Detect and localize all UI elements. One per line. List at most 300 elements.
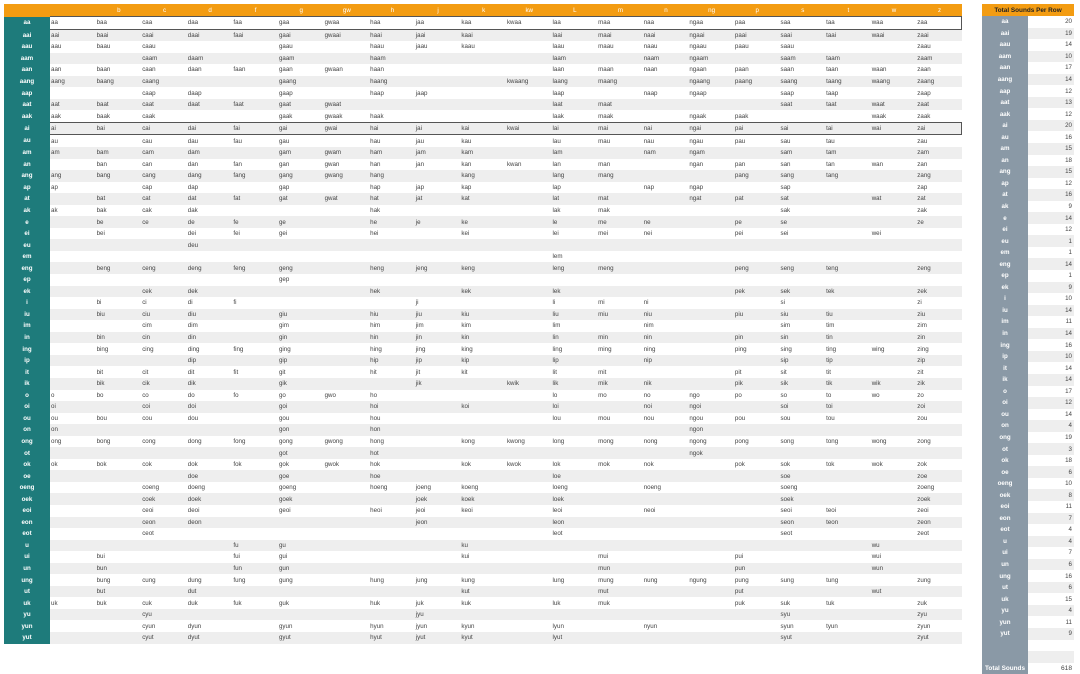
- initial-header-h: h: [369, 4, 415, 17]
- sound-cell: ngaam: [688, 53, 734, 65]
- totals-rime-label: eu: [982, 235, 1028, 247]
- sound-cell: [50, 216, 96, 228]
- sound-cell: [871, 182, 917, 194]
- totals-rime-label: ek: [982, 282, 1028, 294]
- sound-cell: bi: [96, 299, 102, 307]
- sound-cell: [871, 170, 917, 182]
- table-row: [4, 390, 962, 402]
- sound-cell: [232, 401, 278, 413]
- table-row: [4, 470, 962, 482]
- sound-cell: fok: [233, 461, 242, 469]
- sound-cell: gong: [278, 437, 293, 445]
- sound-cell: saan: [780, 66, 794, 74]
- table-row: [4, 378, 962, 390]
- sound-cell: pong: [734, 437, 749, 445]
- sound-cell: cuk: [142, 599, 152, 607]
- sound-cell: jaa: [415, 17, 461, 30]
- sound-cell: dat: [187, 193, 233, 205]
- sound-cell: [187, 424, 233, 436]
- sound-cell: [643, 251, 689, 263]
- sound-cell: [825, 470, 871, 482]
- sound-cell: [278, 286, 324, 298]
- sound-cell: ning: [643, 345, 656, 353]
- sound-cell: ngaang: [688, 76, 734, 88]
- sound-cell: [50, 632, 96, 644]
- sound-cell: [688, 459, 734, 471]
- table-row: [4, 135, 962, 147]
- sound-cell: [460, 390, 506, 402]
- sound-cell: fit: [233, 368, 239, 376]
- sound-cell: goe: [278, 470, 324, 482]
- sound-cell: sai: [780, 122, 826, 135]
- row-total-value: 19: [1065, 433, 1072, 441]
- table-row: [4, 147, 962, 159]
- sound-cell: [141, 470, 187, 482]
- sound-cell: [734, 182, 780, 194]
- totals-rime-label: ei: [982, 224, 1028, 236]
- sound-cell: [50, 262, 96, 274]
- sound-cell: huk: [370, 599, 381, 607]
- sound-cell: [232, 517, 278, 529]
- sound-cell: zaai: [916, 29, 962, 41]
- sound-cell: ngai: [688, 122, 734, 135]
- totals-row: [982, 270, 1074, 282]
- sound-cell: nam: [643, 147, 689, 159]
- initial-header-f: f: [232, 4, 278, 17]
- sound-cell: [50, 482, 96, 494]
- sound-cell: [825, 551, 871, 563]
- sound-cell: [141, 274, 187, 286]
- sound-cell: sek: [780, 286, 826, 298]
- totals-row: [982, 455, 1074, 467]
- sound-cell: deoi: [187, 507, 200, 515]
- sound-cell: [50, 239, 96, 251]
- sound-cell: [506, 540, 552, 552]
- sound-cell: [232, 470, 278, 482]
- sound-cell: [324, 470, 370, 482]
- rime-label: im: [4, 320, 50, 332]
- sound-cell: [460, 378, 506, 390]
- sound-cell: [597, 493, 643, 505]
- sound-cell: kwaa: [506, 17, 552, 30]
- sound-cell: laang: [552, 76, 598, 88]
- sound-cell: coek: [141, 493, 187, 505]
- sound-cell: daap: [187, 89, 202, 97]
- sound-cell: ngau: [689, 137, 704, 145]
- sound-cell: [871, 574, 917, 586]
- sound-cell: zeng: [916, 262, 962, 274]
- row-total-value: 1: [1028, 235, 1074, 247]
- sound-cell: waai: [871, 29, 917, 41]
- sound-cell: [688, 239, 734, 251]
- sound-cell: kong: [461, 437, 475, 445]
- sound-cell: bai: [96, 122, 142, 135]
- sound-cell: [825, 274, 871, 286]
- initial-header-none: [50, 4, 96, 17]
- sound-cell: gun: [278, 563, 324, 575]
- sound-cell: joek: [415, 493, 461, 505]
- totals-rime-label: at: [982, 189, 1028, 201]
- sound-cell: haam: [369, 53, 415, 65]
- sound-cell: loe: [552, 470, 598, 482]
- sound-cell: kwik: [506, 378, 552, 390]
- sound-cell: [506, 390, 552, 402]
- sound-cell: [643, 517, 689, 529]
- sound-cell: loek: [552, 493, 598, 505]
- totals-rime-label: eoi: [982, 501, 1028, 513]
- sound-cell: [597, 286, 643, 298]
- sound-cell: [871, 239, 917, 251]
- sound-cell: [916, 551, 962, 563]
- sound-cell: [825, 193, 871, 205]
- rime-label: aai: [4, 29, 50, 41]
- sound-cell: dek: [187, 286, 233, 298]
- sound-cell: lang: [552, 170, 598, 182]
- sound-cell: [688, 366, 734, 378]
- sound-cell: [825, 110, 871, 122]
- sound-cell: [597, 147, 643, 159]
- rime-label: ing: [4, 343, 50, 355]
- initial-header-ng: ng: [688, 4, 734, 17]
- sound-cell: deon: [187, 517, 233, 529]
- totals-rime-label: eot: [982, 524, 1028, 536]
- sound-cell: baat: [96, 99, 142, 111]
- sound-cell: laat: [552, 99, 598, 111]
- rime-label: ok: [4, 459, 50, 471]
- sound-cell: hoi: [369, 401, 415, 413]
- totals-rime-label: ung: [982, 570, 1028, 582]
- sound-cell: niu: [643, 309, 689, 321]
- table-row: [4, 76, 962, 88]
- sound-cell: [643, 286, 689, 298]
- sound-cell: haan: [370, 66, 384, 74]
- sound-cell: [643, 193, 689, 205]
- sound-cell: fan: [233, 160, 242, 168]
- sound-cell: sing: [780, 345, 792, 353]
- sound-cell: [734, 482, 780, 494]
- sound-cell: kok: [461, 461, 471, 469]
- sound-cell: [232, 205, 278, 217]
- sound-cell: [734, 297, 780, 309]
- sound-cell: gam: [278, 147, 324, 159]
- sound-cell: dok: [187, 461, 198, 469]
- sound-cell: cong: [142, 437, 156, 445]
- sound-cell: [324, 401, 370, 413]
- sound-cell: gaap: [278, 89, 293, 97]
- sound-cell: [688, 528, 734, 540]
- sound-cell: cam: [141, 147, 187, 159]
- sound-cell: [688, 378, 734, 390]
- sound-cell: hiu: [369, 309, 415, 321]
- sound-cell: [688, 216, 734, 228]
- sound-cell: soe: [780, 470, 826, 482]
- sound-cell: [688, 309, 734, 321]
- sound-cell: baai: [96, 29, 142, 41]
- sound-cell: le: [552, 216, 598, 228]
- table-row: [4, 193, 962, 205]
- sound-cell: cing: [142, 345, 154, 353]
- table-row: [4, 597, 962, 609]
- sound-cell: [324, 482, 370, 494]
- sound-cell: pat: [734, 193, 780, 205]
- sound-cell: zek: [916, 286, 962, 298]
- sound-cell: kat: [460, 193, 506, 205]
- sound-cell: sam: [780, 147, 826, 159]
- sound-cell: zau: [917, 137, 928, 145]
- sound-cell: [780, 110, 826, 122]
- rime-label: aang: [4, 76, 50, 88]
- sound-cell: pau: [734, 137, 746, 145]
- sound-cell: [232, 505, 278, 517]
- sound-cell: [232, 482, 278, 494]
- sound-cell: tan: [826, 160, 835, 168]
- rime-label: eng: [4, 262, 50, 274]
- sound-cell: [825, 297, 871, 309]
- row-total-value: 17: [1065, 387, 1072, 395]
- sound-cell: [187, 41, 233, 53]
- sound-cell: [597, 274, 643, 286]
- sound-cell: fi: [233, 299, 237, 307]
- sound-cell: [734, 609, 780, 621]
- totals-row: [982, 351, 1074, 363]
- sound-cell: li: [552, 299, 556, 307]
- sound-cell: [552, 424, 598, 436]
- rime-label: aan: [4, 64, 50, 76]
- sound-cell: saau: [780, 43, 794, 51]
- sound-cell: [50, 297, 96, 309]
- totals-row: [982, 524, 1074, 536]
- sound-cell: gaan: [278, 66, 293, 74]
- sound-cell: [916, 586, 962, 598]
- sound-cell: [643, 76, 689, 88]
- sound-cell: cyu: [141, 609, 187, 621]
- sound-cell: caang: [141, 76, 187, 88]
- totals-row: [982, 85, 1074, 97]
- sound-cell: [597, 528, 643, 540]
- sound-cell: ngaai: [688, 29, 734, 41]
- sound-cell: piu: [734, 309, 780, 321]
- sound-cell: soek: [780, 493, 826, 505]
- sound-cell: zak: [917, 207, 927, 215]
- sound-cell: [688, 597, 734, 609]
- sound-cell: [369, 586, 415, 598]
- sound-cell: fo: [233, 391, 239, 399]
- table-row: [4, 159, 962, 171]
- initial-header-L: L: [552, 4, 598, 17]
- sound-cell: cak: [142, 207, 152, 215]
- sound-cell: cik: [141, 378, 187, 390]
- sound-cell: pek: [734, 286, 780, 298]
- sound-cell: [506, 228, 552, 240]
- sound-cell: muk: [598, 599, 610, 607]
- sound-cell: [324, 609, 370, 621]
- table-row: [4, 29, 962, 41]
- totals-spacer-label: [982, 651, 1028, 663]
- sound-cell: ngoi: [688, 401, 734, 413]
- sound-cell: [50, 87, 96, 99]
- sound-cell: mut: [597, 586, 643, 598]
- sound-cell: [916, 447, 962, 459]
- sound-cell: ceoi: [142, 507, 154, 515]
- sound-cell: [232, 586, 278, 598]
- sound-cell: kiu: [460, 309, 506, 321]
- totals-rime-label: yun: [982, 616, 1028, 628]
- sound-cell: zin: [916, 332, 962, 344]
- sound-cell: [643, 563, 689, 575]
- totals-rime-label: ok: [982, 455, 1028, 467]
- sound-cell: pai: [734, 122, 780, 135]
- sound-cell: [232, 251, 278, 263]
- initial-header-j: j: [415, 4, 461, 17]
- sound-cell: si: [780, 299, 785, 307]
- sound-cell: zat: [916, 193, 962, 205]
- sound-cell: taat: [825, 99, 871, 111]
- sound-cell: [688, 482, 734, 494]
- sound-cell: [597, 424, 643, 436]
- sound-cell: [187, 609, 233, 621]
- sound-cell: doek: [187, 493, 233, 505]
- totals-rime-label: ing: [982, 339, 1028, 351]
- rime-label: ong: [4, 436, 50, 448]
- sound-cell: [825, 228, 871, 240]
- totals-row: [982, 443, 1074, 455]
- sound-cell: [50, 309, 96, 321]
- sound-cell: ong: [51, 437, 62, 445]
- totals-rime-label: aat: [982, 97, 1028, 109]
- sound-cell: [460, 274, 506, 286]
- sound-cell: waan: [871, 66, 887, 74]
- sound-cell: seot: [780, 530, 793, 538]
- sound-cell: so: [780, 391, 788, 399]
- sound-cell: hoe: [369, 470, 415, 482]
- sound-cell: ngam: [688, 147, 734, 159]
- sound-cell: [232, 110, 278, 122]
- rime-label: aap: [4, 87, 50, 99]
- row-total-value: 12: [1065, 179, 1072, 187]
- sound-cell: [415, 64, 461, 76]
- sound-cell: [324, 424, 370, 436]
- sound-cell: [278, 528, 324, 540]
- sound-cell: cim: [142, 322, 152, 330]
- sound-cell: oi: [50, 401, 96, 413]
- sound-cell: [324, 297, 370, 309]
- sound-cell: [734, 355, 780, 367]
- sound-cell: jung: [415, 576, 428, 584]
- sound-cell: gai: [278, 122, 324, 135]
- sound-cell: daai: [187, 29, 233, 41]
- sound-cell: ngong: [689, 437, 707, 445]
- totals-row: [982, 386, 1074, 398]
- totals-row: [982, 605, 1074, 617]
- sound-cell: [916, 251, 962, 263]
- sound-cell: jik: [415, 378, 461, 390]
- sound-cell: kai: [460, 122, 506, 135]
- sound-cell: pik: [734, 378, 780, 390]
- sound-cell: gat: [278, 193, 324, 205]
- row-total-value: 20: [1028, 120, 1074, 132]
- sound-cell: dut: [187, 586, 233, 598]
- sound-cell: zyu: [916, 609, 962, 621]
- sound-cell: [688, 632, 734, 644]
- totals-row: [982, 328, 1074, 340]
- sound-cell: [643, 170, 689, 182]
- table-row: [4, 170, 962, 182]
- totals-rime-label: ang: [982, 166, 1028, 178]
- sound-cell: leot: [552, 530, 563, 538]
- sound-cell: [324, 135, 370, 147]
- sound-cell: [415, 286, 461, 298]
- totals-rime-label: ai: [982, 120, 1028, 132]
- sound-cell: [324, 632, 370, 644]
- sound-cell: [324, 517, 370, 529]
- sound-cell: tang: [825, 170, 871, 182]
- sound-cell: kwai: [506, 122, 552, 135]
- sound-cell: [415, 110, 461, 122]
- sound-cell: mak: [598, 207, 610, 215]
- sound-cell: maa: [597, 17, 643, 30]
- totals-rime-label: in: [982, 328, 1028, 340]
- sound-cell: lei: [552, 230, 559, 238]
- sound-cell: diu: [187, 309, 233, 321]
- rime-label: ot: [4, 447, 50, 459]
- sound-cell: [688, 170, 734, 182]
- sound-cell: sat: [780, 193, 826, 205]
- sound-cell: nin: [643, 332, 689, 344]
- sound-cell: ap: [51, 183, 58, 191]
- table-row: [4, 251, 962, 263]
- sound-cell: [96, 135, 142, 147]
- sound-cell: [916, 228, 962, 240]
- sound-cell: [232, 413, 278, 425]
- sound-cell: ai: [50, 122, 96, 135]
- sound-cell: naan: [643, 66, 658, 74]
- sound-cell: mau: [598, 137, 611, 145]
- sound-cell: [460, 528, 506, 540]
- sound-cell: wong: [871, 437, 887, 445]
- sound-cell: [734, 239, 780, 251]
- sound-cell: wan: [871, 160, 884, 168]
- sound-cell: am: [50, 147, 96, 159]
- initial-header-n: n: [643, 4, 689, 17]
- table-row: [4, 53, 962, 65]
- sound-cell: [825, 609, 871, 621]
- sound-cell: [825, 41, 871, 53]
- totals-rime-label: oe: [982, 466, 1028, 478]
- sound-cell: [324, 205, 370, 217]
- sound-cell: tai: [825, 122, 871, 135]
- sound-cell: [415, 551, 461, 563]
- sound-cell: [187, 274, 233, 286]
- rime-label: ik: [4, 378, 50, 390]
- sound-cell: [141, 447, 187, 459]
- sound-cell: jyu: [415, 609, 461, 621]
- sound-cell: do: [187, 391, 195, 399]
- sound-cell: hai: [369, 122, 415, 135]
- sound-cell: maak: [598, 112, 614, 120]
- sound-cell: bei: [96, 230, 105, 238]
- sound-cell: mong: [598, 437, 614, 445]
- sound-cell: [50, 563, 96, 575]
- totals-rime-label: aam: [982, 51, 1028, 63]
- sound-cell: [324, 216, 370, 228]
- sound-grid-table: [4, 4, 962, 644]
- sound-cell: [597, 320, 643, 332]
- totals-rime-label: aap: [982, 85, 1028, 97]
- row-total-value: 10: [1065, 480, 1072, 488]
- sound-cell: [643, 110, 689, 122]
- row-total-value: 11: [1065, 503, 1072, 511]
- totals-rime-label: iu: [982, 305, 1028, 317]
